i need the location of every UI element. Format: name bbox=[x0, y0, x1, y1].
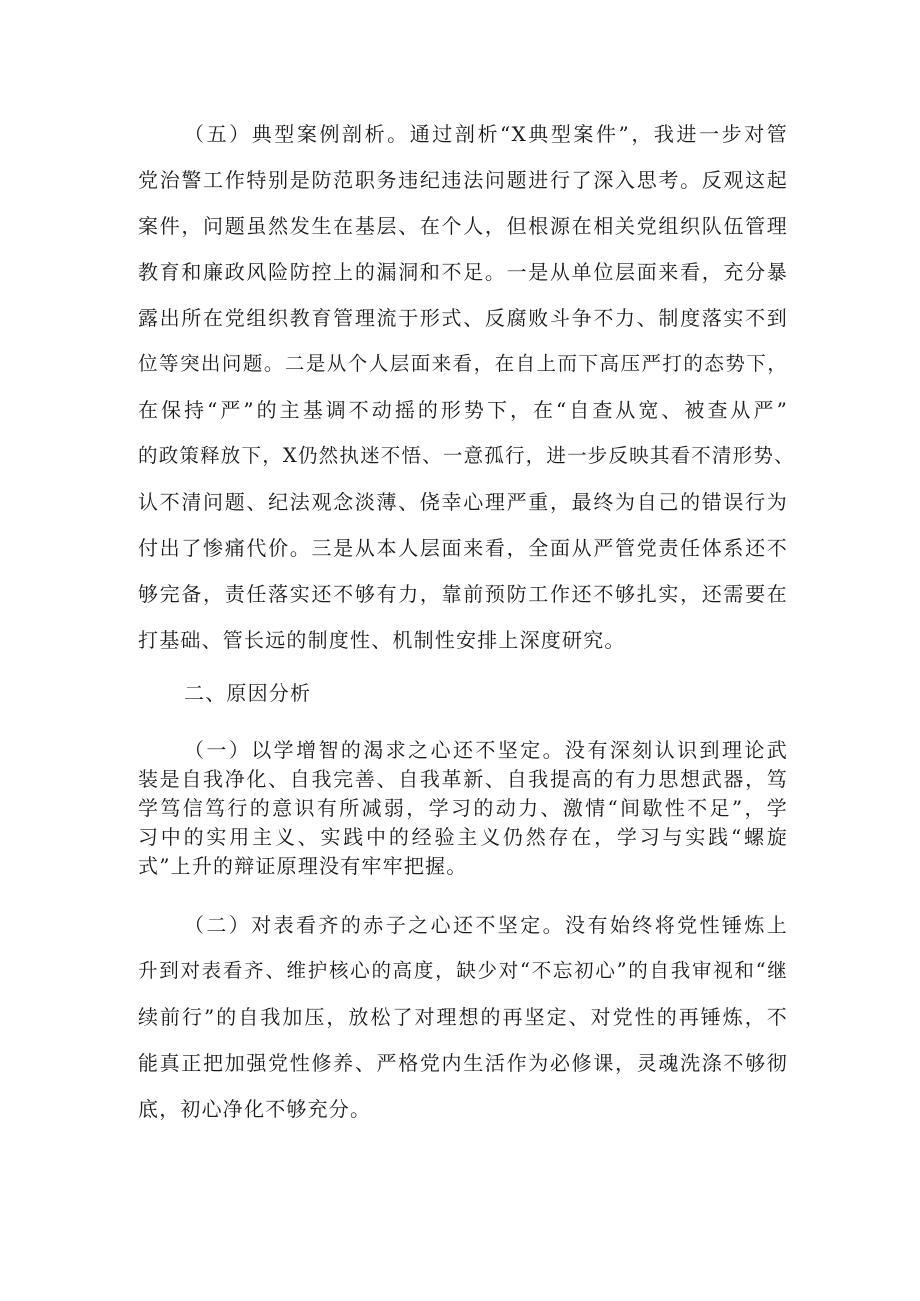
paragraph-line: 位等突出问题。二是从个人层面来看，在自上而下高压严打的态势下， bbox=[138, 352, 788, 375]
paragraph-line: 式”上升的辩证原理没有牢牢把握。 bbox=[138, 854, 468, 878]
paragraph-line: 党治警工作特别是防范职务违纪违法问题进行了深入思考。反观这起 bbox=[138, 168, 788, 192]
paragraph-line: 付出了惨痛代价。三是从本人层面来看，全面从严管党责任体系还不 bbox=[138, 536, 788, 560]
paragraph-line: 露出所在党组织教育管理流于形式、反腐败斗争不力、制度落实不到 bbox=[138, 306, 788, 330]
paragraph-line: 的政策释放下，X仍然执迷不悟、一意孤行，进一步反映其看不清形势、 bbox=[138, 444, 795, 467]
paragraph-line: 打基础、管长远的制度性、机制性安排上深度研究。 bbox=[138, 628, 626, 652]
paragraph-line: （二）对表看齐的赤子之心还不坚定。没有始终将党性锤炼上 bbox=[184, 913, 788, 937]
paragraph-line: 升到对表看齐、维护核心的高度，缺少对“不忘初心”的自我审视和“继 bbox=[138, 959, 788, 982]
paragraph-line: 案件，问题虽然发生在基层、在个人，但根源在相关党组织队伍管理 bbox=[138, 214, 788, 238]
paragraph-line: （五）典型案例剖析。通过剖析“X典型案件”，我进一步对管 bbox=[184, 122, 788, 146]
section-heading-cause-analysis: 二、原因分析 bbox=[184, 681, 312, 705]
paragraph-line: 教育和廉政风险防控上的漏洞和不足。一是从单位层面来看，充分暴 bbox=[138, 260, 788, 284]
paragraph-line: 习中的实用主义、实践中的经验主义仍然存在，学习与实践“螺旋 bbox=[138, 825, 788, 849]
paragraph-line: 学笃信笃行的意识有所减弱，学习的动力、激情“间歇性不足”，学 bbox=[138, 796, 788, 820]
paragraph-line: 认不清问题、纪法观念淡薄、侥幸心理严重，最终为自己的错误行为 bbox=[138, 490, 788, 514]
paragraph-line: 续前行”的自我加压，放松了对理想的再坚定、对党性的再锤炼，不 bbox=[138, 1005, 788, 1029]
paragraph-line: 够完备，责任落实还不够有力，靠前预防工作还不够扎实，还需要在 bbox=[138, 582, 788, 606]
paragraph-line: 底，初心净化不够充分。 bbox=[138, 1097, 372, 1121]
paragraph-line: （一）以学增智的渴求之心还不坚定。没有深刻认识到理论武 bbox=[184, 738, 788, 762]
paragraph-line: 能真正把加强党性修养、严格党内生活作为必修课，灵魂洗涤不够彻 bbox=[138, 1051, 788, 1075]
paragraph-line: 在保持“严”的主基调不动摇的形势下，在“自查从宽、被查从严” bbox=[138, 398, 788, 422]
paragraph-line: 装是自我净化、自我完善、自我革新、自我提高的有力思想武器，笃 bbox=[138, 767, 788, 791]
